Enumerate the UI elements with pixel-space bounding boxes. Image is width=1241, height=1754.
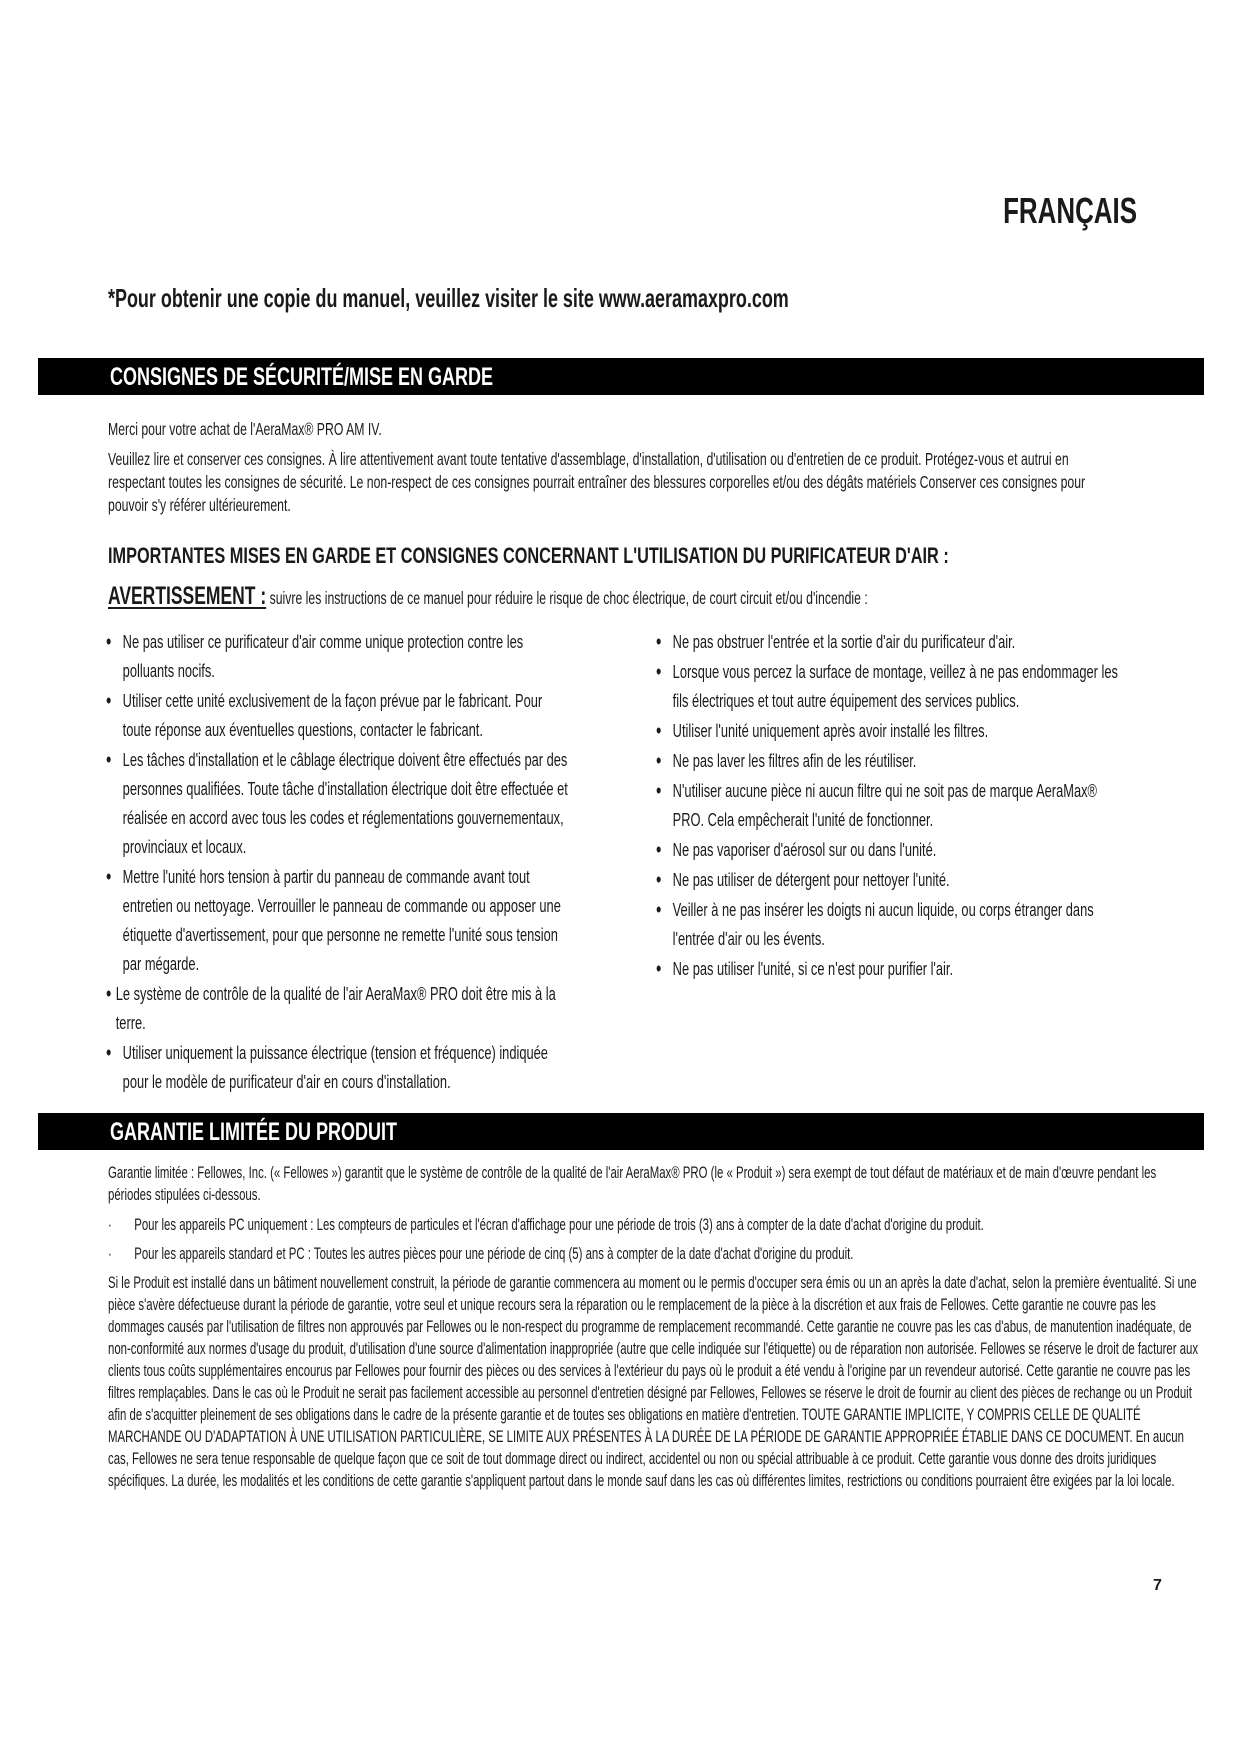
bullet-icon: •	[656, 956, 662, 981]
list-item: • Lorsque vous percez la surface de montage, veillez à ne pas endommager les fils électriques et tout autre équipement des services publics.	[656, 659, 1118, 711]
bullet-icon: •	[106, 981, 112, 1006]
bullet-icon: •	[106, 864, 112, 889]
safety-section-header	[38, 358, 1204, 395]
warranty-intro: Garantie limitée : Fellowes, Inc. (« Fellowes ») garantit que le système de contrôle de la qualité de l'air AeraMax® PRO (le « Produit ») sera exempt de tout défaut de matériaux et de main d'œuvre pendant les périodes stipulées ci-dessous.	[108, 1164, 1157, 1204]
bullet-icon: •	[106, 629, 112, 654]
bullet-icon: •	[656, 837, 662, 862]
bullet-icon: •	[106, 1040, 112, 1065]
list-item: • Utiliser uniquement la puissance électrique (tension et fréquence) indiquée pour le modèle de purificateur d'air en cours d'installation.	[106, 1040, 548, 1092]
warranty-pc-units: · Pour les appareils PC uniquement : Les compteurs de particules et l'écran d'affichage pour une période de trois (3) ans à compter de la date d'achat d'origine du produit.	[108, 1216, 984, 1234]
bullet-icon: •	[106, 747, 112, 772]
list-item: • Ne pas utiliser ce purificateur d'air comme unique protection contre les polluants nocifs.	[106, 629, 524, 681]
bullet-icon: •	[656, 718, 662, 743]
safety-section-title: CONSIGNES DE SÉCURITÉ/MISE EN GARDE	[110, 363, 494, 391]
list-item: • Veiller à ne pas insérer les doigts ni aucun liquide, ou corps étranger dans l'entrée d'air ou les évents.	[656, 897, 1094, 949]
manual-link-note: *Pour obtenir une copie du manuel, veuillez visiter le site www.aeramaxpro.com	[108, 283, 789, 313]
bullet-icon: •	[656, 867, 662, 892]
thanks-paragraph: Merci pour votre achat de l'AeraMax® PRO AM IV.	[108, 419, 382, 439]
bullet-icon: ·	[108, 1216, 112, 1234]
list-item: • Utiliser l'unité uniquement après avoir installé les filtres.	[656, 718, 989, 743]
list-item: • Le système de contrôle de la qualité de l'air AeraMax® PRO doit être mis à la terre.	[106, 981, 556, 1033]
warning-line	[108, 582, 1088, 611]
safety-bullets-right	[656, 627, 1122, 984]
page-number: 7	[1153, 1577, 1162, 1594]
warning-label: AVERTISSEMENT :	[108, 582, 267, 610]
bullet-icon: •	[656, 748, 662, 773]
list-item: • Les tâches d'installation et le câblage électrique doivent être effectués par des personnes qualifiées. Toute tâche d'installation électrique doit être effectuée et réalisée en accord avec tous les codes et réglementations gouvernementaux, provinciaux et locaux.	[106, 747, 568, 857]
warranty-standard-units: · Pour les appareils standard et PC : Toutes les autres pièces pour une période de cinq (5) ans à compter de la date d'achat d'origine du produit.	[108, 1245, 854, 1263]
safety-bullets-left	[106, 627, 572, 1097]
warranty-section-title: GARANTIE LIMITÉE DU PRODUIT	[110, 1118, 397, 1146]
bullet-icon: •	[656, 897, 662, 922]
bullet-icon: ·	[108, 1245, 112, 1263]
instructions-paragraph: Veuillez lire et conserver ces consignes. À lire attentivement avant toute tentative d'assemblage, d'installation, d'utilisation ou d'entretien de ce produit. Protégez-vous et autrui en respectant toutes les consignes de sécurité. Le non-respect de ces consignes pourrait entraîner des blessures corporelles et/ou des dégâts matériels Conserver ces consignes pour pouvoir s'y référer ultérieurement.	[108, 449, 1086, 515]
list-item: • Ne pas obstruer l'entrée et la sortie d'air du purificateur d'air.	[656, 629, 1016, 654]
language-heading: FRANÇAIS	[1003, 190, 1137, 231]
warning-text: suivre les instructions de ce manuel pour réduire le risque de choc électrique, de court circuit et/ou d'incendie :	[269, 588, 868, 608]
bullet-icon: •	[106, 688, 112, 713]
bullet-icon: •	[656, 778, 662, 803]
list-item: • Utiliser cette unité exclusivement de la façon prévue par le fabricant. Pour toute réponse aux éventuelles questions, contacter le fabricant.	[106, 688, 543, 740]
list-item: • Mettre l'unité hors tension à partir du panneau de commande avant tout entretien ou nettoyage. Verrouiller le panneau de commande ou apposer une étiquette d'avertissement, pour que personne ne remette l'unité sous tension par mégarde.	[106, 864, 561, 974]
list-item: • N'utiliser aucune pièce ni aucun filtre qui ne soit pas de marque AeraMax® PRO. Cela empêcherait l'unité de fonctionner.	[656, 778, 1097, 830]
warranty-section-header	[38, 1113, 1204, 1150]
important-heading: IMPORTANTES MISES EN GARDE ET CONSIGNES CONCERNANT L'UTILISATION DU PURIFICATEUR D'AIR :	[108, 543, 949, 568]
list-item: • Ne pas vaporiser d'aérosol sur ou dans l'unité.	[656, 837, 937, 862]
warranty-body: Si le Produit est installé dans un bâtiment nouvellement construit, la période de garantie commencera au moment ou le permis d'occuper sera émis ou un an après la date d'achat, selon la première éventualité. Si une pièce s'avère défectueuse durant la période de garantie, votre seul et unique recours sera la réparation ou le remplacement de la pièce à la discrétion et aux frais de Fellowes. Cette garantie ne couvre pas les dommages causés par l'utilisation de filtres non approuvés par Fellowes ou le non-respect du programme de remplacement recommandé. Cette garantie ne couvre pas les cas d'abus, de manutention inadéquate, de non-conformité aux normes d'usage du produit, d'utilisation d'une source d'alimentation inappropriée (autre que celle indiquée sur l'étiquette) ou de réparation non autorisée. Fellowes se réserve le droit de facturer aux clients tous coûts supplémentaires encourus par Fellowes pour fournir des pièces ou des services à l'extérieur du pays où le produit a été vendu à l'origine par un revendeur autorisé. Cette garantie ne couvre pas les filtres remplaçables. Dans le cas où le Produit ne serait pas facilement accessible au personnel d'entretien désigné par Fellowes, Fellowes se réserve le droit de fournir au client des pièces de rechange ou un Produit afin de s'acquitter pleinement de ses obligations dans le cadre de la présente garantie et de toutes ses obligations en matière d'entretien. TOUTE GARANTIE IMPLICITE, Y COMPRIS CELLE DE QUALITÉ MARCHANDE OU D'ADAPTATION À UNE UTILISATION PARTICULIÈRE, SE LIMITE AUX PRÉSENTES À LA DURÉE DE LA PÉRIODE DE GARANTIE APPROPRIÉE ÉTABLIE DANS CE DOCUMENT. En aucun cas, Fellowes ne sera tenue responsable de quelque façon que ce soit de tout dommage direct ou indirect, accidentel ou non ou spécial attribuable à ce produit. Cette garantie vous donne des droits juridiques spécifiques. La durée, les modalités et les conditions de cette garantie s'appliquent partout dans le monde sauf dans les cas où différentes limites, restrictions ou conditions pourraient être exigées par la loi locale.	[108, 1274, 1199, 1490]
bullet-icon: •	[656, 659, 662, 684]
list-item: • Ne pas utiliser de détergent pour nettoyer l'unité.	[656, 867, 950, 892]
list-item: • Ne pas utiliser l'unité, si ce n'est pour purifier l'air.	[656, 956, 954, 981]
bullet-icon: •	[656, 629, 662, 654]
list-item: • Ne pas laver les filtres afin de les réutiliser.	[656, 748, 917, 773]
